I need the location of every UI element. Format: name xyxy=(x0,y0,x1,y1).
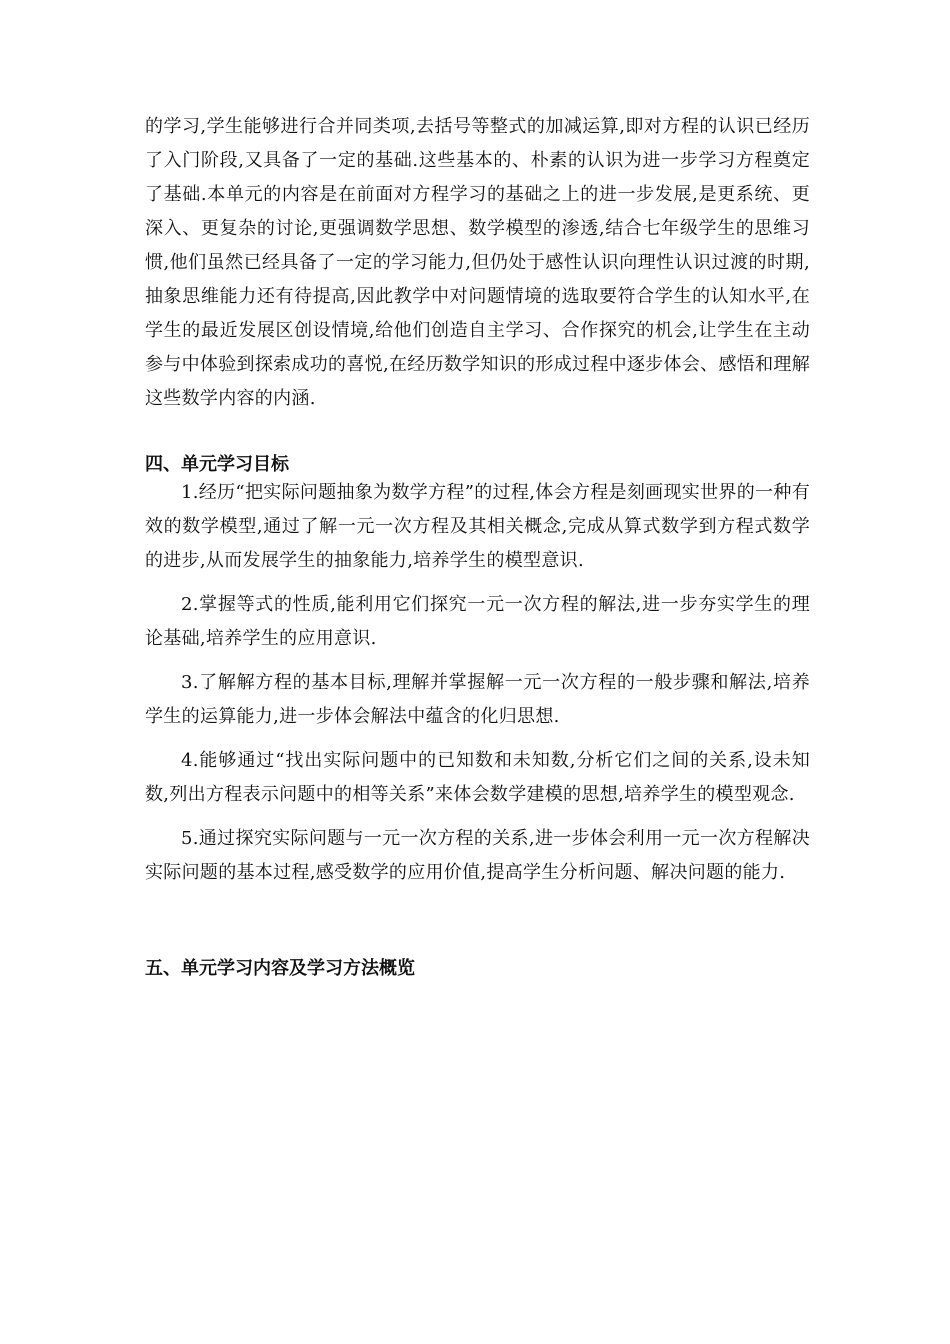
goal-item-4: 4.能够通过“找出实际问题中的已知数和未知数,分析它们之间的关系,设未知数,列出方程表示问题中的相等关系”来体会数学建模的思想,培养学生的模型观念. xyxy=(145,750,810,805)
goals-list xyxy=(145,476,810,900)
goal-item-1: 1.经历“把实际问题抽象为数学方程”的过程,体会方程是刻画现实世界的一种有效的数学模型,通过了解一元一次方程及其相关概念,完成从算式数学到方程式数学的进步,从而发展学生的抽象能力,培养学生的模型意识. xyxy=(145,482,810,571)
goal-item-3: 3.了解解方程的基本目标,理解并掌握解一元一次方程的一般步骤和解法,培养学生的运算能力,进一步体会解法中蕴含的化归思想. xyxy=(145,672,810,727)
intro-paragraph: 的学习,学生能够进行合并同类项,去括号等整式的加减运算,即对方程的认识已经历了入门阶段,又具备了一定的基础.这些基本的、朴素的认识为进一步学习方程奠定了基础.本单元的内容是在前面对方程学习的基础之上的进一步发展,是更系统、更深入、更复杂的讨论,更强调数学思想、数学模型的渗透,结合七年级学生的思维习惯,他们虽然已经具备了一定的学习能力,但仍处于感性认识向理性认识过渡的时期,抽象思维能力还有待提高,因此教学中对问题情境的选取要符合学生的认知水平,在学生的最近发展区创设情境,给他们创造自主学习、合作探究的机会,让学生在主动参与中体验到探索成功的喜悦,在经历数学知识的形成过程中逐步体会、感悟和理解这些数学内容的内涵. xyxy=(145,116,810,409)
goal-item-5: 5.通过探究实际问题与一元一次方程的关系,进一步体会利用一元一次方程解决实际问题的基本过程,感受数学的应用价值,提高学生分析问题、解决问题的能力. xyxy=(145,828,810,883)
goal-item-2: 2.掌握等式的性质,能利用它们探究一元一次方程的解法,进一步夯实学生的理论基础,培养学生的应用意识. xyxy=(145,594,810,649)
section-heading-content-overview: 五、单元学习内容及学习方法概览 xyxy=(145,958,415,979)
section-heading-learning-goals: 四、单元学习目标 xyxy=(145,454,289,475)
